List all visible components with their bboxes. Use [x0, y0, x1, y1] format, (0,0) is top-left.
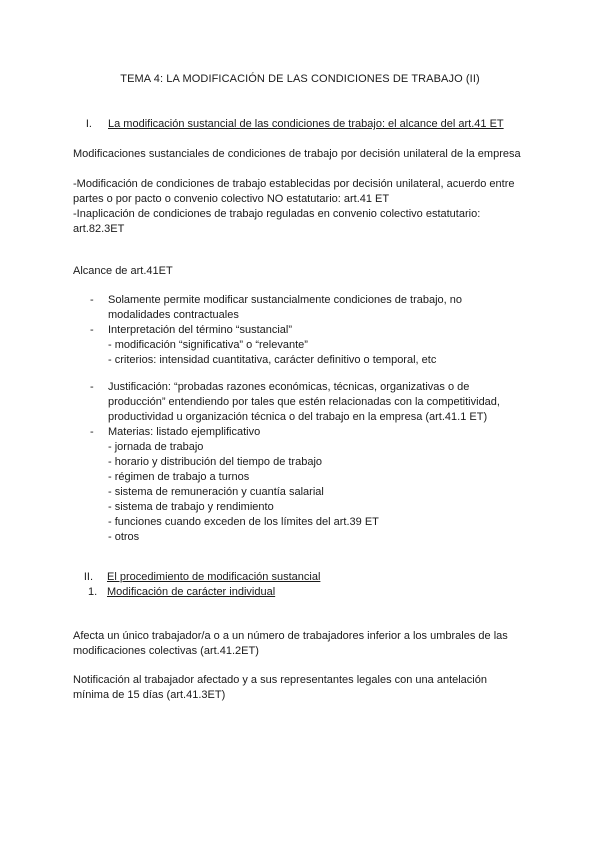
intro-line: Modificaciones sustanciales de condiciones de trabajo por decisión unilateral de la empresa: [73, 148, 521, 160]
materia-item: - régimen de trabajo a turnos: [108, 471, 250, 483]
paragraph-2-line-1: Afecta un único trabajador/a o a un número de trabajadores inferior a los umbrales de las: [73, 630, 508, 642]
list-item-2-sub-2: - criterios: intensidad cuantitativa, carácter definitivo o temporal, etc: [108, 354, 437, 366]
materia-item: - sistema de remuneración y cuantía salarial: [108, 486, 324, 498]
paragraph-1: [73, 177, 543, 237]
paragraph-3: [73, 673, 553, 703]
alcance-list-1: [90, 293, 530, 368]
paragraph-1-line-3: -Inaplicación de condiciones de trabajo reguladas en convenio colectivo estatutario:: [73, 208, 481, 220]
subsection-1-title: Modificación de carácter individual: [107, 586, 276, 598]
materias-label: Materias: listado ejemplificativo: [108, 426, 261, 438]
list-item: [90, 380, 530, 425]
paragraph-2-line-2: modificaciones colectivas (art.41.2ET): [73, 645, 259, 657]
materia-item: - sistema de trabajo y rendimiento: [108, 501, 274, 513]
list-item: [90, 323, 530, 368]
section-2-title: El procedimiento de modificación sustancial: [107, 571, 321, 583]
section-1-heading: [82, 117, 504, 132]
section-1-number: I.: [85, 118, 92, 130]
paragraph-3-line-2: mínima de 15 días (art.41.3ET): [73, 689, 226, 701]
paragraph-1-line-4: art.82.3ET: [73, 223, 125, 235]
list-item-1-line-1: Solamente permite modificar sustancialmente condiciones de trabajo, no: [108, 294, 463, 306]
justificacion-line-1: Justificación: “probadas razones económicas, técnicas, organizativas o de: [108, 381, 470, 393]
subsection-1-heading: [88, 585, 275, 600]
alcance-list-2: [90, 380, 530, 545]
alcance-label: Alcance de art.41ET: [73, 265, 173, 277]
materia-item: - jornada de trabajo: [108, 441, 204, 453]
document-title: TEMA 4: LA MODIFICACIÓN DE LAS CONDICIONES DE TRABAJO (II): [120, 73, 480, 85]
justificacion-line-2: producción” entendiendo por tales que estén relacionadas con la competitividad,: [108, 396, 500, 408]
list-item: [90, 293, 530, 323]
section-2-number: II.: [83, 571, 93, 583]
materia-item: - horario y distribución del tiempo de trabajo: [108, 456, 323, 468]
materia-item: - funciones cuando exceden de los límites del art.39 ET: [108, 516, 379, 528]
subsection-1-number: 1.: [88, 586, 98, 598]
list-dash: -: [90, 324, 94, 336]
list-dash: -: [90, 426, 94, 438]
paragraph-1-line-2: partes o por pacto o convenio colectivo NO estatutario: art.41 ET: [73, 193, 390, 205]
section-1-title: La modificación sustancial de las condiciones de trabajo: el alcance del art.41 ET: [108, 118, 504, 130]
list-item-1-line-2: modalidades contractuales: [108, 309, 239, 321]
list-item-2-line-1: Interpretación del término “sustancial”: [108, 324, 293, 336]
list-dash: -: [90, 381, 94, 393]
section-2-heading: [80, 570, 320, 585]
list-item: [90, 425, 530, 545]
materia-item: - otros: [108, 531, 140, 543]
paragraph-1-line-1: -Modificación de condiciones de trabajo establecidas por decisión unilateral, acuerdo entre: [73, 178, 515, 190]
paragraph-2: [73, 629, 553, 659]
paragraph-3-line-1: Notificación al trabajador afectado y a sus representantes legales con una antelación: [73, 674, 487, 686]
list-dash: -: [90, 294, 94, 306]
justificacion-line-3: productividad u organización técnica o del trabajo en la empresa (art.41.1 ET): [108, 411, 488, 423]
list-item-2-sub-1: - modificación “significativa” o “relevante”: [108, 339, 308, 351]
